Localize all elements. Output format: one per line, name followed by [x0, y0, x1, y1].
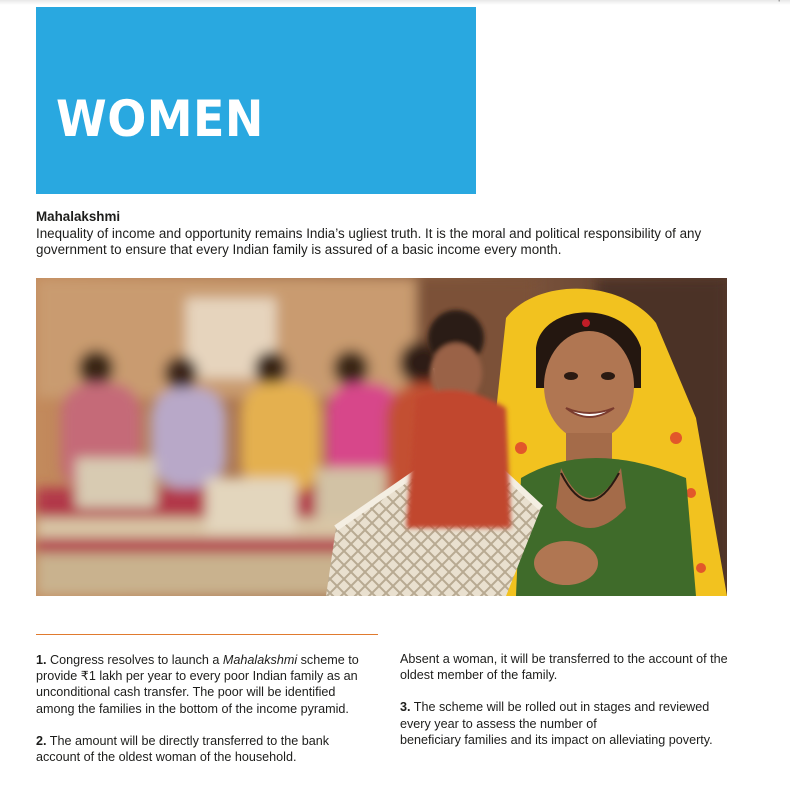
section-title: WOMEN: [56, 90, 264, 148]
point-1: [36, 652, 371, 717]
point-3-number: 3.: [400, 700, 411, 715]
corner-mark: ': [778, 0, 780, 8]
point-1-text-b: scheme to provide ₹1 lakh per year to every poor Indian family as an unconditional cash transfer. The poor will be identified among the families in the bottom of the income pyramid.: [36, 653, 359, 716]
point-2-text: The amount will be directly transferred to the bank account of the oldest woman of the household.: [36, 733, 330, 765]
point-2-number: 2.: [36, 733, 47, 748]
section-divider: [36, 634, 378, 635]
section-banner: [36, 7, 476, 194]
point-3: [400, 699, 735, 748]
top-rule: [0, 0, 790, 8]
point-3-text-b: beneficiary families and its impact on alleviating poverty.: [400, 732, 713, 747]
women-weaving-photo: [36, 278, 727, 596]
intro-block: [36, 209, 736, 259]
point-1-number: 1.: [36, 653, 47, 667]
left-column: [36, 652, 371, 781]
point-1-scheme-name: Mahalakshmi: [222, 653, 298, 667]
intro-text: Inequality of income and opportunity remains India’s ugliest truth. It is the moral and political responsibility of any government to ensure that every Indian family is assured of a basic income every month.: [36, 225, 702, 257]
point-1-text-a: Congress resolves to launch a: [46, 653, 223, 667]
photo-illustration: [36, 278, 727, 596]
intro-heading: Mahalakshmi: [36, 209, 121, 224]
right-column: [400, 651, 735, 764]
point-3-text-a: The scheme will be rolled out in stages and reviewed every year to assess the number of: [400, 700, 710, 731]
point-2-continued: Absent a woman, it will be transferred to the account of the oldest member of the family.: [400, 652, 728, 683]
point-2: [36, 733, 371, 765]
